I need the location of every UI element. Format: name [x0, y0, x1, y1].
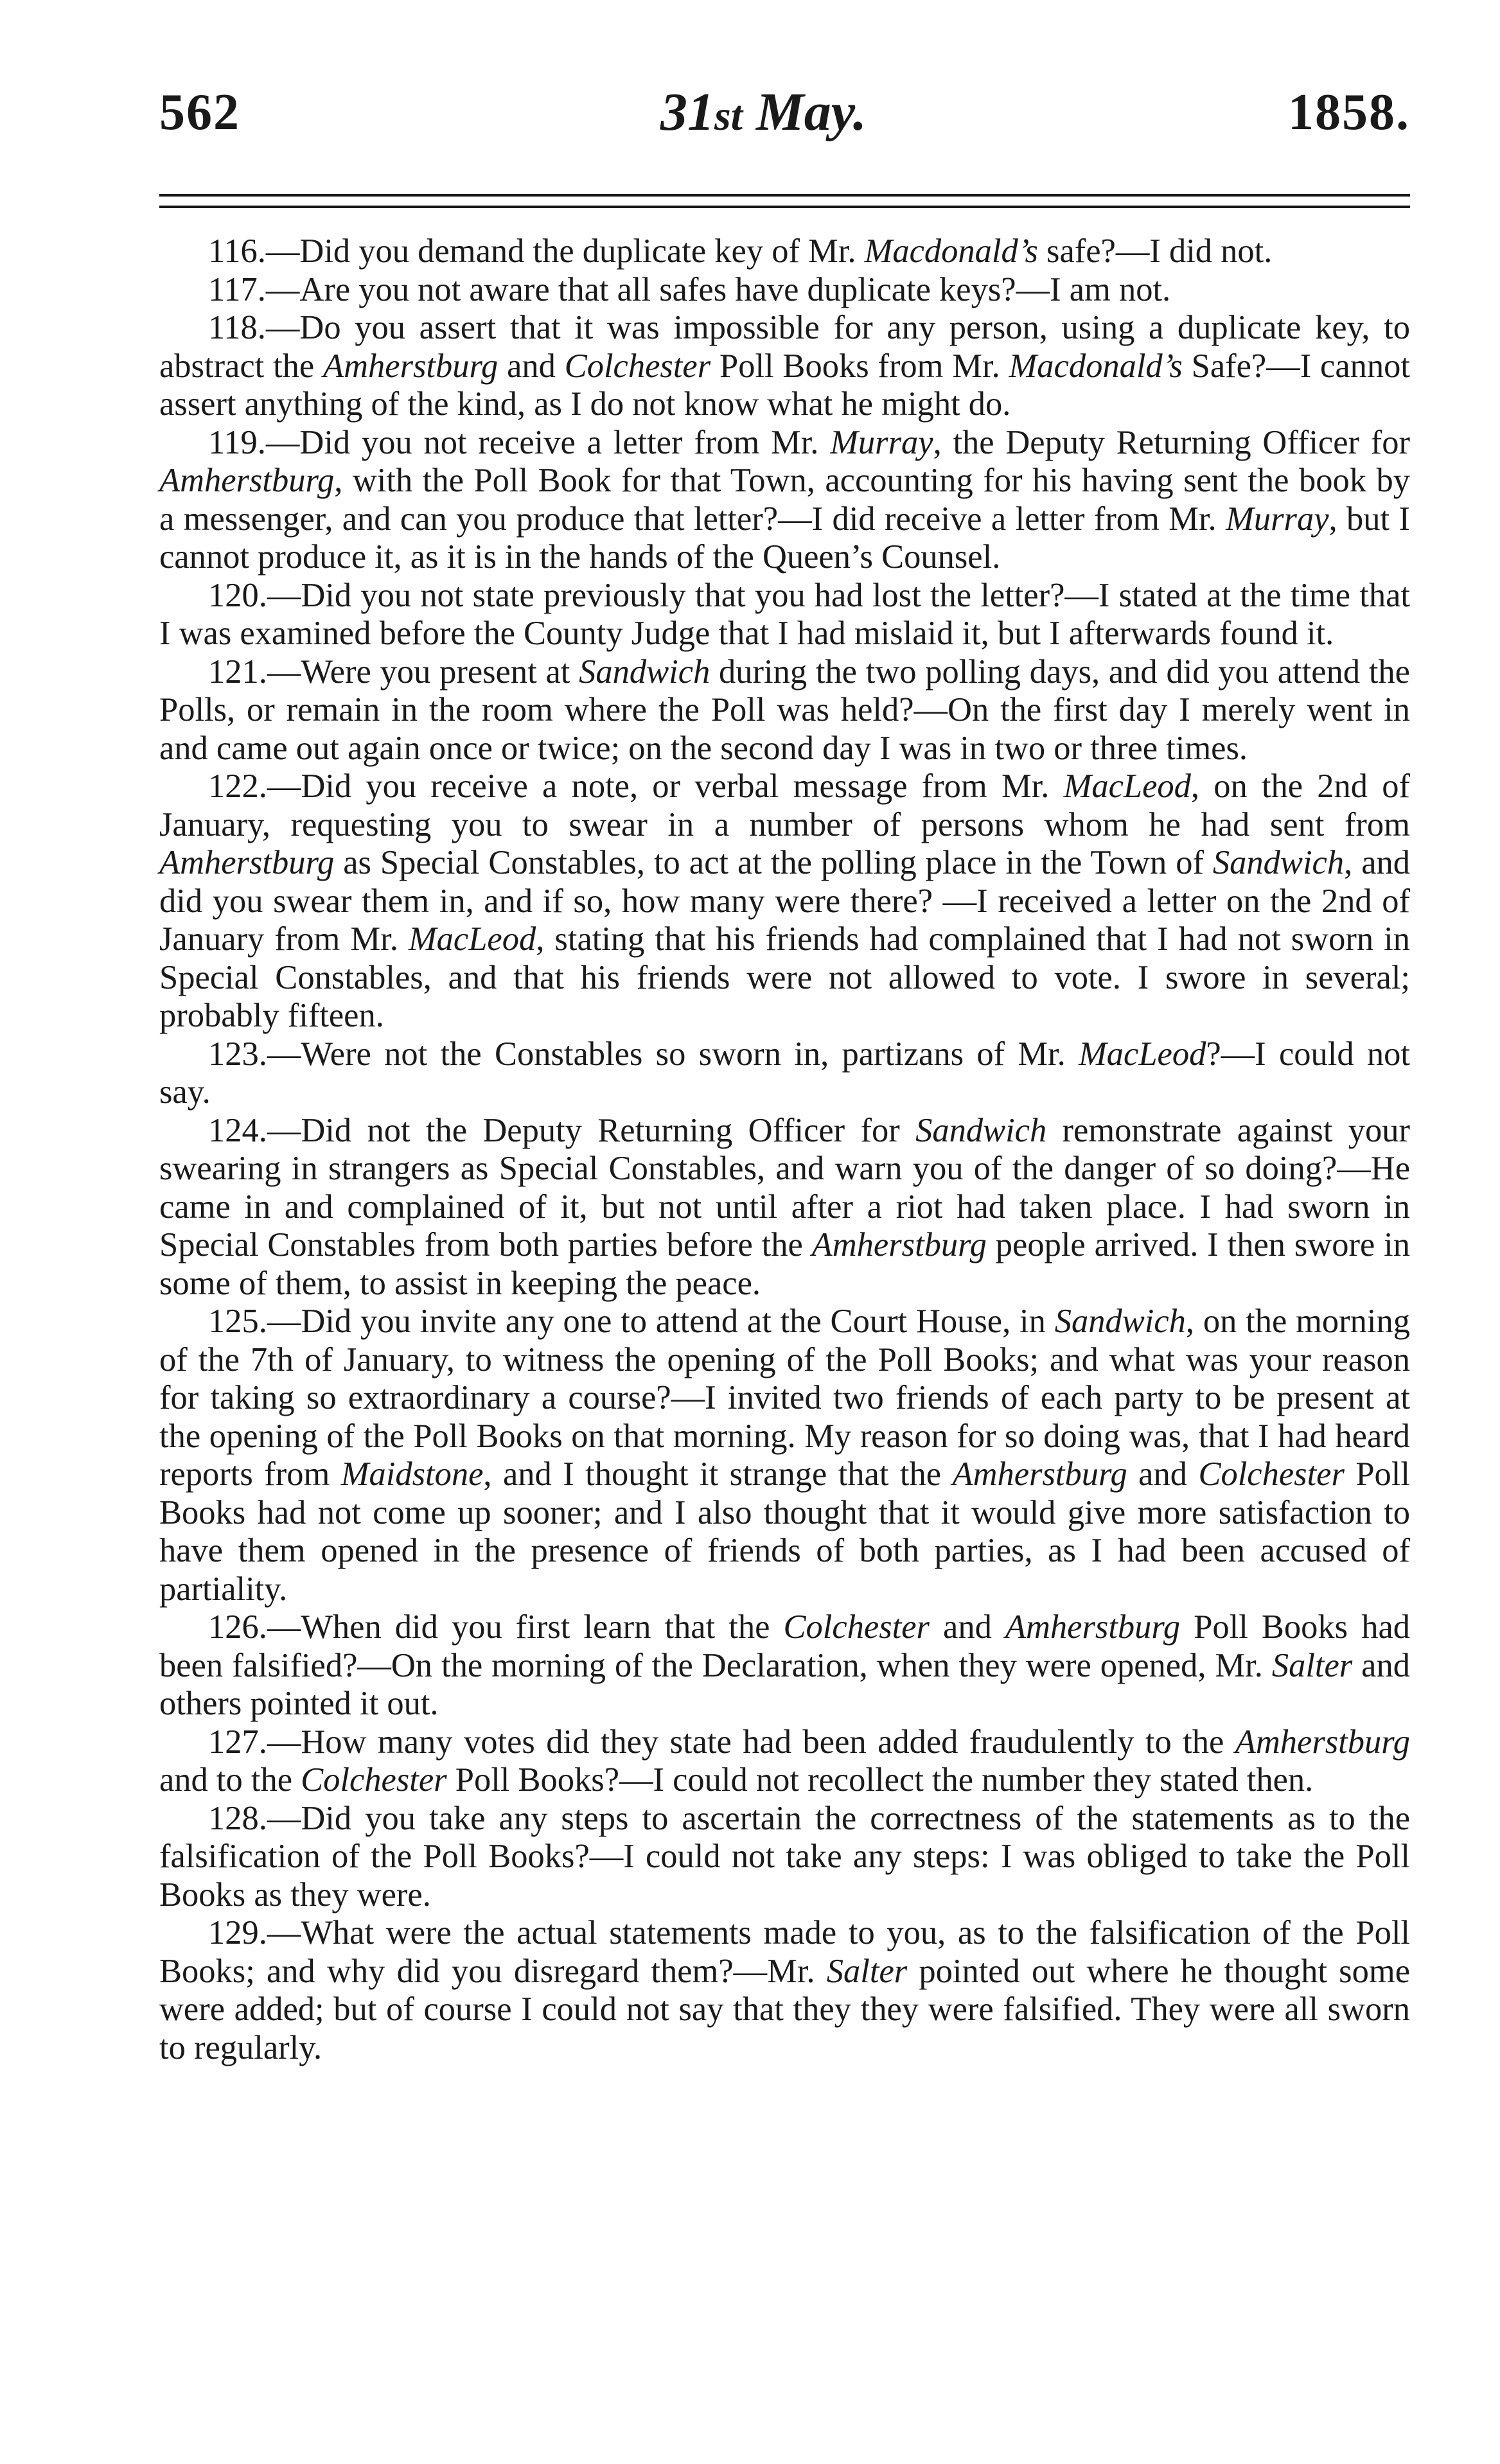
qa-entry — [159, 1914, 1410, 2067]
header-date-day: 31 — [660, 82, 714, 142]
italic-text: Macdonald’s — [864, 233, 1038, 270]
entry-text: Safe?—I cannot assert anything of the kind, as I do not know what he might do. — [159, 347, 1410, 423]
question-answer-list — [159, 233, 1410, 2067]
entry-text: and — [929, 1608, 1005, 1646]
qa-entry — [159, 1303, 1410, 1608]
italic-text: Maidstone — [340, 1456, 484, 1493]
entry-text: 121.—Were you present at — [208, 653, 579, 691]
entry-text: remonstrate against your swearing in strangers as Special Constables, and warn you of the danger of so doing?—He came in and complained of it, but not until after a riot had taken place. I had sworn in Special Constables from both parties before the — [159, 1111, 1410, 1263]
qa-entry — [159, 309, 1410, 424]
qa-entry — [159, 1035, 1410, 1112]
entry-text: 123.—Were not the Constables so sworn in, partizans of Mr. — [208, 1035, 1079, 1073]
entry-text: as Special Constables, to act at the polling place in the Town of — [334, 844, 1213, 881]
header-double-rule — [159, 194, 1410, 208]
entry-text: and — [498, 347, 565, 385]
entry-text: 127.—How many votes did they state had been added fraudulently to the — [208, 1723, 1235, 1761]
qa-entry — [159, 1112, 1410, 1303]
entry-text: , with the Poll Book for that Town, accounting for his having sent the book by a messenger, and can you produce that letter?—I did receive a letter from Mr. — [159, 462, 1410, 538]
qa-entry — [159, 577, 1410, 653]
entry-text: , on the 2nd of January, requesting you to swear in a number of persons whom he had sent from — [159, 768, 1411, 843]
italic-text: Amherstburg — [323, 347, 499, 385]
italic-text: Colchester — [301, 1761, 447, 1799]
qa-entry — [159, 271, 1410, 310]
qa-entry — [159, 768, 1410, 1035]
entry-text: , stating that his friends had complained that I had not sworn in Special Constables, and that his friends were not allowed to vote. I swore in several; probably fifteen. — [159, 920, 1410, 1034]
entry-text: 116.—Did you demand the duplicate key of Mr. — [208, 233, 865, 270]
header-date — [660, 77, 867, 152]
italic-text: Sandwich — [1212, 844, 1345, 881]
italic-text: Colchester — [783, 1608, 930, 1646]
entry-text: Poll Books had not come up sooner; and I also thought that it would give more satisfaction to have them opened in the presence of friends of both parties, as I had been accused of partiality. — [159, 1456, 1410, 1608]
entry-text: safe?—I did not. — [1037, 233, 1273, 270]
italic-text: Salter — [1271, 1646, 1353, 1684]
italic-text: Amherstburg — [952, 1456, 1127, 1493]
italic-text: Amherstburg — [1235, 1723, 1410, 1761]
entry-text: 124.—Did not the Deputy Returning Officer for — [208, 1111, 916, 1149]
italic-text: Amherstburg — [159, 844, 335, 881]
qa-entry — [159, 1608, 1410, 1723]
page-number: 562 — [159, 84, 240, 141]
entry-text: pointed out where he thought some were added; but of course I could not say that they they were falsified. They were all sworn to regularly. — [159, 1952, 1410, 2066]
entry-text: and others pointed it out. — [159, 1646, 1410, 1722]
entry-text: ?—I could not say. — [159, 1035, 1410, 1111]
entry-text: 117.—Are you not aware that all safes have duplicate keys?—I am not. — [208, 270, 1171, 308]
header-date-month: May. — [756, 82, 867, 142]
entry-text: , the Deputy Returning Officer for — [933, 423, 1410, 461]
entry-text: Poll Books?—I could not recollect the number they stated then. — [446, 1761, 1314, 1799]
italic-text: Amherstburg — [811, 1226, 987, 1263]
italic-text: MacLeod — [1079, 1035, 1206, 1073]
page-header — [159, 77, 1410, 148]
qa-entry — [159, 1800, 1410, 1915]
italic-text: Sandwich — [1054, 1303, 1186, 1340]
italic-text: MacLeod — [408, 920, 536, 958]
header-year: 1858. — [1288, 84, 1410, 141]
italic-text: Murray — [1226, 500, 1329, 538]
entry-text: , but I cannot produce it, as it is in the hands of the Queen’s Counsel. — [159, 500, 1410, 576]
entry-text: 120.—Did you not state previously that you had lost the letter?—I stated at the time that I was examined before the County Judge that I had mislaid it, but I afterwards found it. — [159, 576, 1410, 652]
entry-text: , and I thought it strange that the — [483, 1456, 953, 1493]
italic-text: Colchester — [564, 347, 711, 385]
italic-text: Amherstburg — [1005, 1608, 1181, 1646]
qa-entry — [159, 1723, 1410, 1800]
entry-text: people arrived. I then swore in some of them, to assist in keeping the peace. — [159, 1226, 1411, 1302]
entry-text: 128.—Did you take any steps to ascertain the correctness of the statements as to the falsification of the Poll Books?—I could not take any steps: I was obliged to take the Poll Books as they were. — [159, 1799, 1410, 1914]
entry-text: 119.—Did you not receive a letter from Mr. — [208, 423, 831, 461]
qa-entry — [159, 424, 1410, 577]
italic-text: Salter — [826, 1952, 908, 1990]
entry-text: 126.—When did you first learn that the — [208, 1608, 784, 1646]
italic-text: Colchester — [1198, 1456, 1345, 1493]
entry-text: , and did you swear them in, and if so, how many were there? —I received a letter on the 2nd of January from Mr. — [159, 844, 1410, 958]
qa-entry — [159, 233, 1410, 271]
italic-text: MacLeod — [1063, 768, 1191, 805]
italic-text: Sandwich — [915, 1111, 1047, 1149]
entry-text: during the two polling days, and did you attend the Polls, or remain in the room where the Poll was held?—On the first day I merely went in and came out again once or twice; on the second day I was in two or three times. — [159, 653, 1410, 767]
entry-text: Poll Books had been falsified?—On the morning of the Declaration, when they were opened, Mr. — [159, 1608, 1410, 1684]
qa-entry — [159, 653, 1410, 768]
entry-text: 125.—Did you invite any one to attend at the Court House, in — [208, 1303, 1055, 1340]
entry-text: Poll Books from Mr. — [710, 347, 1009, 385]
italic-text: Amherstburg — [159, 462, 335, 499]
italic-text: Murray — [830, 423, 933, 461]
entry-text: 129.—What were the actual statements made to you, as to the falsification of the Poll Books; and why did you disregard them?—Mr. — [159, 1914, 1410, 1990]
entry-text: 122.—Did you receive a note, or verbal message from Mr. — [208, 768, 1064, 805]
header-date-suffix: st — [714, 92, 743, 139]
entry-text: and to the — [159, 1761, 301, 1799]
italic-text: Macdonald’s — [1009, 347, 1183, 385]
entry-text: , on the morning of the 7th of January, to witness the opening of the Poll Books; and what was your reason for taking so extraordinary a course?—I invited two friends of each party to be present at the opening of the Poll Books on that morning. My reason for so doing was, that I had heard reports from — [159, 1303, 1411, 1493]
entry-text: and — [1127, 1456, 1199, 1493]
entry-text: 118.—Do you assert that it was impossible for any person, using a duplicate key, to abstract the — [159, 309, 1410, 385]
italic-text: Sandwich — [579, 653, 710, 691]
